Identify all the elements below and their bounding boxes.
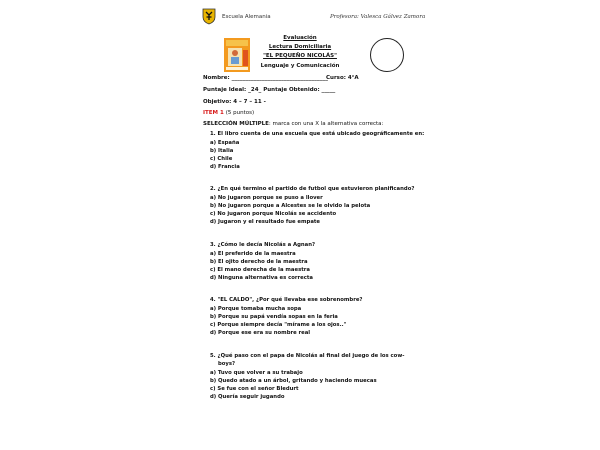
- q3-option-b[interactable]: b) El ojito derecho de la maestra: [210, 259, 308, 265]
- question-5: 5. ¿Qué paso con el papa de Nicolás al final del juego de los cow-: [210, 353, 405, 359]
- question-1: 1. El libro cuenta de una escuela que está ubicado geográficamente en:: [210, 131, 425, 137]
- school-name: Escuela Alemania: [222, 14, 271, 20]
- instruction-line: [203, 121, 383, 127]
- q3-option-c[interactable]: c) El mano derecha de la maestra: [210, 267, 310, 273]
- q1-option-b[interactable]: b) Italia: [210, 148, 234, 154]
- question-4: 4. "EL CALDO", ¿Por qué llevaba ese sobrenombre?: [210, 297, 363, 303]
- q2-option-b[interactable]: b) No jugaron porque a Alcestes se le olvido la pelota: [210, 203, 371, 209]
- q1-option-c[interactable]: c) Chile: [210, 156, 233, 162]
- q4-option-a[interactable]: a) Porque tomaba mucha sopa: [210, 306, 302, 312]
- q4-option-b[interactable]: b) Porque su papá vendía sopas en la feria: [210, 314, 338, 320]
- subject-title: Lenguaje y Comunicación: [260, 63, 340, 69]
- q3-option-a[interactable]: a) El preferido de la maestra: [210, 251, 296, 257]
- school-crest-icon: [202, 8, 216, 25]
- question-5-continued: boys?: [218, 361, 236, 367]
- q2-option-c[interactable]: c) No jugaron porque Nicolás se accidento: [210, 211, 337, 217]
- q2-option-d[interactable]: d) Jugaron y el resultado fue empate: [210, 219, 321, 225]
- q5-option-a[interactable]: a) Tuvo que volver a su trabajo: [210, 370, 303, 376]
- instruction-bold: SELECCIÓN MÚLTIPLE: [203, 121, 269, 127]
- teacher-name: Profesora: Valesca Gálvez Zamora: [330, 14, 426, 20]
- q4-option-d[interactable]: d) Porque ese era su nombre real: [210, 330, 311, 336]
- instruction-rest: : marca con una X la alternativa correcta:: [268, 121, 384, 127]
- q5-option-b[interactable]: b) Quedo atado a un árbol, gritando y haciendo muecas: [210, 378, 377, 384]
- book-cover-image: [224, 38, 250, 72]
- name-field[interactable]: Nombre: ___________________________________: [203, 75, 328, 81]
- question-2: 2. ¿En qué termino el partido de futbol que estuvieron planificando?: [210, 186, 415, 192]
- q5-option-c[interactable]: c) Se fue con el señor Bledurt: [210, 386, 299, 392]
- score-circle[interactable]: [370, 38, 404, 72]
- title-lectura: Lectura Domiciliaria: [268, 44, 332, 50]
- item-heading: [203, 110, 254, 116]
- q1-option-d[interactable]: d) Francia: [210, 164, 240, 170]
- q4-option-c[interactable]: c) Porque siempre decía "mírame a los ojos..": [210, 322, 347, 328]
- q3-option-d[interactable]: d) Ninguna alternativa es correcta: [210, 275, 313, 281]
- question-3: 3. ¿Cómo le decía Nicolás a Agnan?: [210, 242, 316, 248]
- book-title: "EL PEQUEÑO NICOLÁS": [263, 53, 337, 59]
- q2-option-a[interactable]: a) No jugaron porque se puso a llover: [210, 195, 323, 201]
- q1-option-a[interactable]: a) España: [210, 140, 240, 146]
- objective-line: Objetivo: 4 – 7 – 11 -: [203, 99, 266, 105]
- q5-option-d[interactable]: d) Quería seguir jugando: [210, 394, 285, 400]
- course-field: Curso: 4°A: [326, 75, 359, 81]
- item-points: (5 puntos): [225, 110, 255, 116]
- title-evaluacion: Evaluación: [283, 35, 317, 41]
- score-field[interactable]: Puntaje Ideal: _24_ Puntaje Obtenido: _____: [203, 87, 336, 93]
- item-label: ITEM 1: [203, 110, 224, 116]
